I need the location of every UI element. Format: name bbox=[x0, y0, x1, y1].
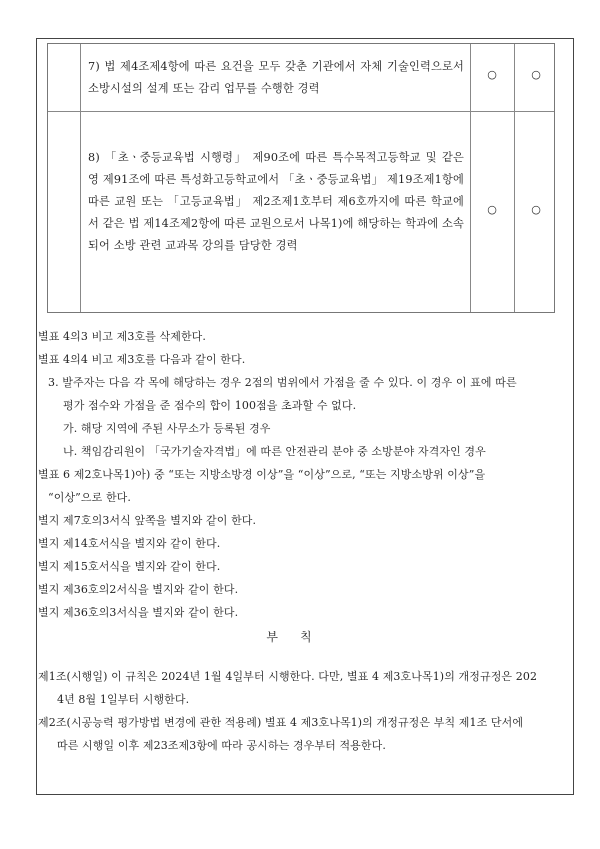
amendment-line-6-cont: “이상”으로 한다. bbox=[48, 491, 131, 504]
amendment-item-3: 3. 발주자는 다음 각 목에 해당하는 경우 2점의 범위에서 가점을 줄 수 있다. 이 경우 이 표에 따른 bbox=[48, 376, 517, 389]
amendment-line-1: 별표 4의3 비고 제3호를 삭제한다. bbox=[38, 330, 206, 343]
row8-mark-col1: ○ bbox=[487, 203, 497, 216]
table-row-8-text: 8) 「초ㆍ중등교육법 시행령」 제90조에 따른 특수목적고등학교 및 같은 영 제91조에 따른 특성화고등학교에서 「초ㆍ중등교육법」 제19조제1항에 따른 교원 또는 「고등교육법」 제2조제1호부터 제6호까지에 따른 학교에서 같은 법 제14조제2항에 따른 교원으로서 나목1)에 해당하는 학과에 소속되어 소방 관련 교과목 강의를 담당한 경력 bbox=[88, 151, 464, 252]
table-col-divider bbox=[514, 44, 515, 312]
amendment-line-9: 별지 제15호서식을 별지와 같이 한다. bbox=[38, 560, 221, 573]
annex-article-1: 제1조(시행일) 이 규칙은 2024년 1월 4일부터 시행한다. 다만, 별표 4 제3호나목1)의 개정규정은 202 bbox=[38, 670, 538, 683]
row8-mark-col2: ○ bbox=[531, 203, 541, 216]
table-row-divider bbox=[48, 111, 554, 112]
annex-article-2: 제2조(시공능력 평가방법 변경에 관한 적용례) 별표 4 제3호나목1)의 개정규정은 부칙 제1조 단서에 bbox=[38, 716, 524, 729]
amendment-item-3-cont: 평가 점수와 가점을 준 점수의 합이 100점을 초과할 수 없다. bbox=[63, 399, 357, 412]
amendment-item-na: 나. 책임감리원이 「국가기술자격법」에 따른 안전관리 분야 중 소방분야 자격자인 경우 bbox=[63, 445, 486, 458]
table-col-divider bbox=[470, 44, 471, 312]
row7-mark-col2: ○ bbox=[531, 68, 541, 81]
amendment-item-ga: 가. 해당 지역에 주된 사무소가 등록된 경우 bbox=[63, 422, 271, 435]
amendment-line-6: 별표 6 제2호나목1)아) 중 “또는 지방소방경 이상”을 “이상”으로, “또는 지방소방위 이상”을 bbox=[38, 468, 486, 481]
table-row-7-text: 7) 법 제4조제4항에 따른 요건을 모두 갖춘 기관에서 자체 기술인력으로서 소방시설의 설계 또는 감리 업무를 수행한 경력 bbox=[88, 60, 464, 95]
row7-mark-col1: ○ bbox=[487, 68, 497, 81]
table-col-divider bbox=[80, 44, 81, 312]
amendment-line-7: 별지 제7호의3서식 앞쪽을 별지와 같이 한다. bbox=[38, 514, 257, 527]
annex-title: 부칙 bbox=[266, 630, 334, 644]
annex-article-1-cont: 4년 8월 1일부터 시행한다. bbox=[57, 693, 190, 706]
amendment-line-8: 별지 제14호서식을 별지와 같이 한다. bbox=[38, 537, 221, 550]
amendment-line-11: 별지 제36호의3서식을 별지와 같이 한다. bbox=[38, 606, 239, 619]
qualification-table bbox=[47, 43, 555, 313]
amendment-line-10: 별지 제36호의2서식을 별지와 같이 한다. bbox=[38, 583, 239, 596]
amendment-line-2: 별표 4의4 비고 제3호를 다음과 같이 한다. bbox=[38, 353, 246, 366]
annex-article-2-cont: 따른 시행일 이후 제23조제3항에 따라 공시하는 경우부터 적용한다. bbox=[57, 739, 386, 752]
